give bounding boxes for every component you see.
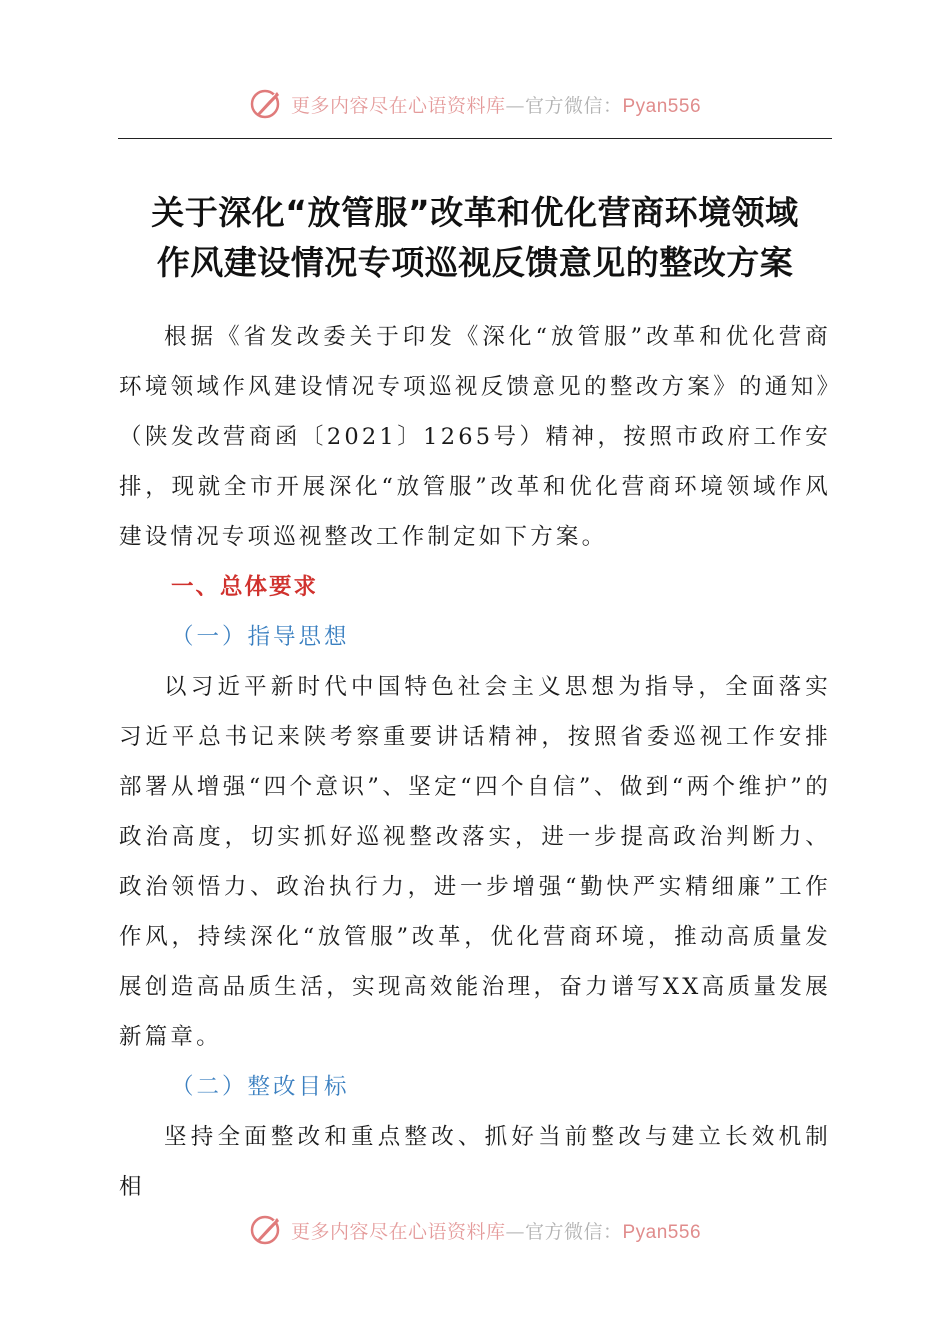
header-banner-text bbox=[291, 91, 701, 118]
title-line-2: 作风建设情况专项巡视反馈意见的整改方案 bbox=[156, 243, 794, 282]
quill-logo-icon bbox=[249, 1212, 285, 1248]
footer-watermark-banner bbox=[0, 1208, 950, 1252]
footer-banner-text bbox=[291, 1217, 701, 1244]
intro-paragraph: 根据《省发改委关于印发《深化“放管服”改革和优化营商环境领域作风建设情况专项巡视反馈意见的整改方案》的通知》（陕发改营商函〔2021〕1265号）精神，按照市政府工作安排，现就全市开展深化“放管服”改革和优化营商环境领域作风建设情况专项巡视整改工作制定如下方案。 bbox=[119, 324, 831, 550]
footer-banner-dash: — bbox=[505, 1220, 525, 1243]
header-divider bbox=[118, 138, 832, 139]
subsection-heading-rectification-goals: （二）整改目标 bbox=[171, 1074, 350, 1100]
header-banner-brand: 更多内容尽在心语资料库 bbox=[290, 94, 506, 117]
document-title bbox=[100, 188, 850, 288]
guiding-ideology-paragraph: 以习近平新时代中国特色社会主义思想为指导，全面落实习近平总书记来陕考察重要讲话精神，按照省委巡视工作安排部署从增强“四个意识”、坚定“四个自信”、做到“两个维护”的政治高度，切实抓好巡视整改落实，进一步提高政治判断力、政治领悟力、政治执行力，进一步增强“勤快严实精细廉”工作作风，持续深化“放管服”改革，优化营商环境，推动高质量发展创造高品质生活，实现高效能治理，奋力谱写XX高质量发展新篇章。 bbox=[119, 674, 831, 1050]
subsection-heading-guiding-ideology: （一）指导思想 bbox=[171, 624, 350, 650]
rectification-goals-paragraph: 坚持全面整改和重点整改、抓好当前整改与建立长效机制相 bbox=[119, 1124, 831, 1200]
header-banner-dash: — bbox=[505, 94, 525, 117]
header-watermark-banner bbox=[0, 82, 950, 126]
quill-logo-icon bbox=[249, 86, 285, 122]
header-banner-wechat-label: 官方微信： bbox=[524, 94, 623, 117]
title-line-1: 关于深化“放管服”改革和优化营商环境领域 bbox=[151, 193, 799, 232]
footer-banner-brand: 更多内容尽在心语资料库 bbox=[290, 1220, 506, 1243]
footer-banner-wechat-id: Pyan556 bbox=[622, 1221, 702, 1243]
footer-banner-wechat-label: 官方微信： bbox=[524, 1220, 623, 1243]
document-body bbox=[119, 312, 831, 1212]
section-heading-general-requirements: 一、总体要求 bbox=[171, 574, 319, 600]
header-banner-wechat-id: Pyan556 bbox=[622, 95, 702, 117]
